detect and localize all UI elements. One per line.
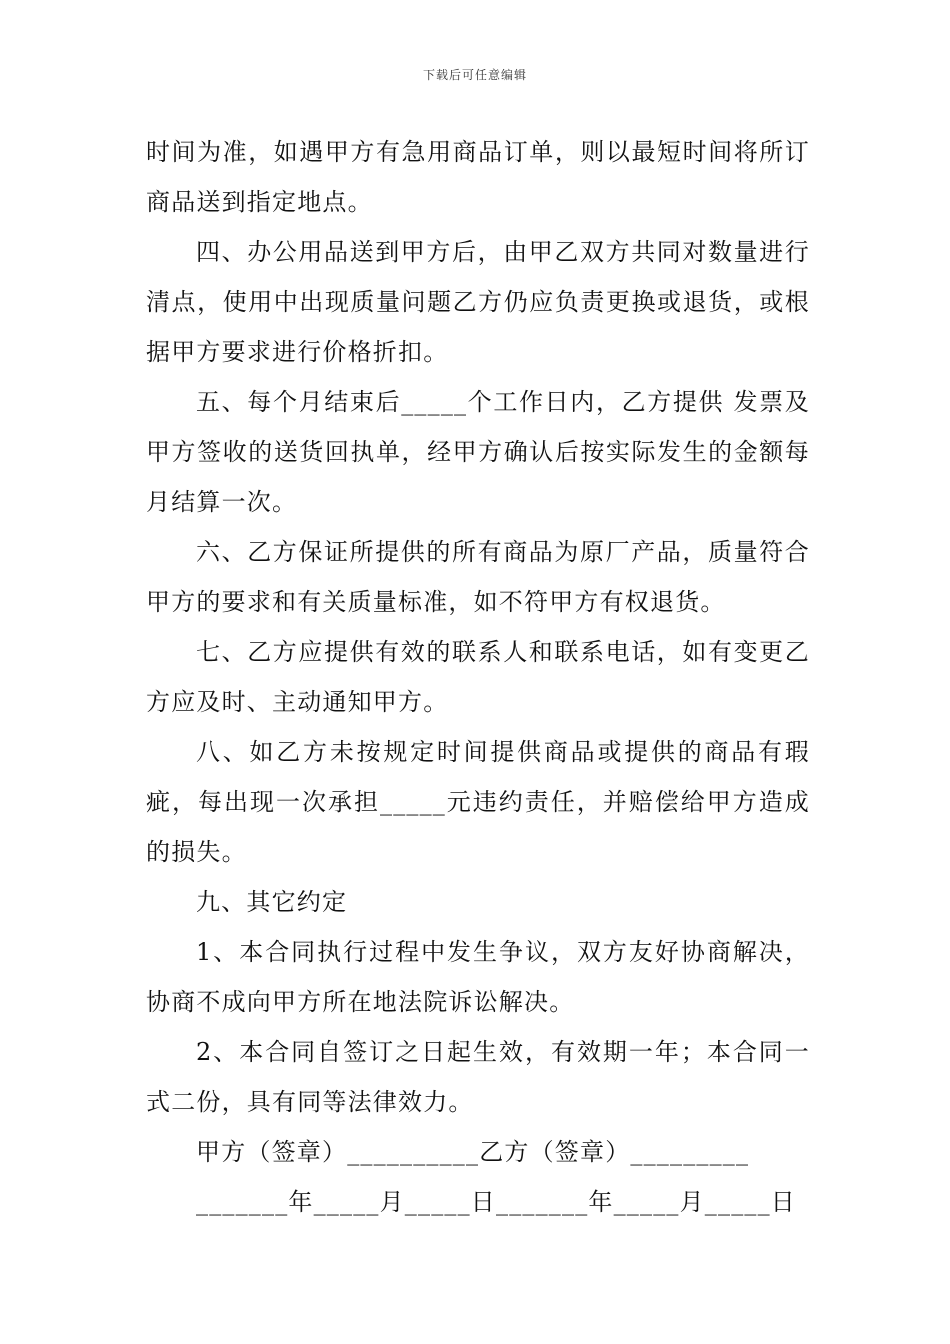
paragraph-clause-8: 八、如乙方未按规定时间提供商品或提供的商品有瑕疵，每出现一次承担_____元违约责任，并赔偿给甲方造成的损失。	[146, 738, 810, 866]
paragraph-clause-5: 五、每个月结束后_____个工作日内，乙方提供 发票及甲方签收的送货回执单，经甲方确认后按实际发生的金额每月结算一次。	[146, 388, 810, 516]
paragraph-clause-9-item-1: 1、本合同执行过程中发生争议，双方友好协商解决，协商不成向甲方所在地法院诉讼解决。	[146, 938, 810, 1016]
paragraph-clause-9-heading: 九、其它约定	[196, 888, 348, 916]
date-line: _______年_____月_____日_______年_____月_____日	[196, 1188, 796, 1216]
paragraph-clause-6: 六、乙方保证所提供的所有商品为原厂产品，质量符合甲方的要求和有关质量标准，如不符甲方有权退货。	[146, 538, 810, 616]
page-header: 下载后可任意编辑	[422, 68, 527, 82]
paragraph-clause-9-item-2: 2、本合同自签订之日起生效，有效期一年；本合同一式二份，具有同等法律效力。	[146, 1038, 810, 1116]
document-body	[146, 127, 810, 1227]
signature-line: 甲方（签章）__________乙方（签章）_________	[196, 1138, 750, 1166]
paragraph-clause-7: 七、乙方应提供有效的联系人和联系电话，如有变更乙方应及时、主动通知甲方。	[146, 638, 810, 716]
paragraph-clause-4: 四、办公用品送到甲方后，由甲乙双方共同对数量进行清点，使用中出现质量问题乙方仍应负责更换或退货，或根据甲方要求进行价格折扣。	[146, 238, 810, 366]
paragraph-delivery-time: 时间为准，如遇甲方有急用商品订单，则以最短时间将所订商品送到指定地点。	[146, 138, 810, 216]
